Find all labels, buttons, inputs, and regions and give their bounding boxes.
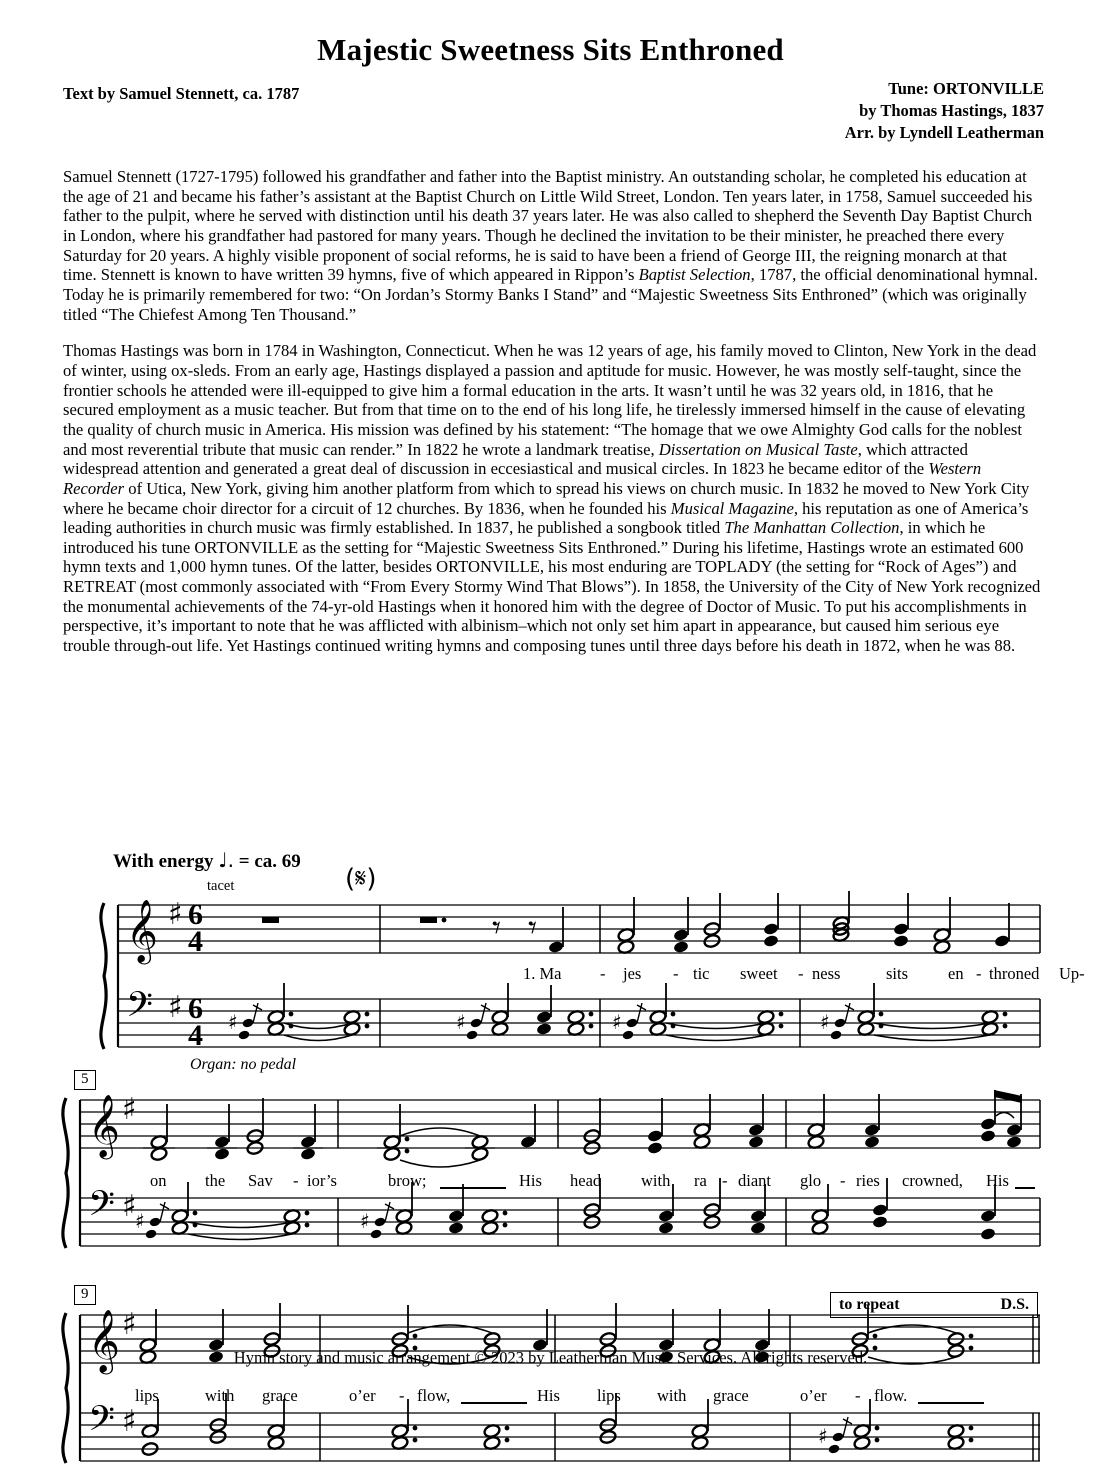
lyric-syllable: en bbox=[948, 964, 964, 983]
tune-credit-line-3: Arr. by Lyndell Leatherman bbox=[844, 123, 1044, 143]
bass-chord-quarter bbox=[980, 1184, 996, 1241]
p1-italic-baptist-selection: Baptist Selection bbox=[638, 265, 751, 285]
chord-half bbox=[693, 1094, 711, 1149]
p2-text-5: , in which he introduced his tune ORTONVILLE as the setting for “Majestic Sweetness Sits Enthroned.” During his lifetime, Hastings wrote an estimated 600 hymn texts and 1,000 hymn tunes. Of the latter, besides ORTONVILLE, his most enduring are TOPLADY (the setting for “Rock of Ages”) and RETREAT (most commonly associated with “From Every Stormy Wind That Blows”). In 1858, the University of the City of New York recognized the monumental achievements of the 74-yr-old Hastings when it honored him with the degree of Doctor of Music. To put his accomplishments in perspective, it’s important to note that he was afflicted with albinism–which not only set him apart in appearance, but caused him serious eye trouble through-out life. Yet Hastings continued writing hymns and composing tunes until three days before his death in 1872, when he was 88. bbox=[63, 518, 1041, 656]
lyric-syllable: throned bbox=[989, 964, 1040, 983]
lyric-syllable: Up- bbox=[1059, 964, 1085, 983]
story-paragraph-2 bbox=[63, 341, 1044, 656]
lyric-syllable: ries bbox=[856, 1171, 880, 1190]
time-signature-top-bass: 6 bbox=[188, 992, 203, 1025]
tempo-value: = ca. 69 bbox=[238, 851, 301, 872]
time-signature-bottom-bass: 4 bbox=[188, 1019, 203, 1052]
svg-text:♯: ♯ bbox=[135, 1209, 145, 1233]
lyric-syllable: His bbox=[537, 1386, 560, 1405]
measure-number-5: 5 bbox=[74, 1070, 96, 1090]
chord-half bbox=[807, 1094, 825, 1149]
key-signature-sharp-bass: ♯ bbox=[122, 1404, 137, 1439]
tie bbox=[874, 1023, 990, 1029]
quarter-rest: 𝄾 bbox=[528, 908, 538, 948]
bass-chord-half bbox=[491, 983, 509, 1036]
lyric-syllable: crowned, bbox=[902, 1171, 963, 1190]
bass-clef-icon: 𝄢 bbox=[88, 1183, 116, 1232]
lyric-extender bbox=[461, 1402, 527, 1404]
chord-half bbox=[246, 1098, 264, 1155]
p2-text-4: , his reputation as one of America’s leading authorities in church music was firmly established. In 1837, he published a songbook titled bbox=[63, 498, 1029, 538]
chord-quarter bbox=[647, 1098, 663, 1155]
tempo-marking bbox=[113, 848, 301, 873]
chord-half bbox=[933, 897, 951, 954]
p2-italic-western-recorder: Western Recorder bbox=[63, 459, 982, 498]
tacet-marking: tacet bbox=[207, 878, 235, 894]
key-signature-sharp-bass: ♯ bbox=[168, 990, 183, 1025]
segno-icon: (𝄋) bbox=[345, 864, 377, 894]
svg-text:♯: ♯ bbox=[360, 1209, 370, 1233]
lyric-syllable: brow; bbox=[388, 1171, 427, 1190]
tie bbox=[868, 1325, 956, 1333]
chord-half bbox=[143, 1104, 175, 1161]
key-signature-sharp: ♯ bbox=[168, 897, 183, 932]
svg-text:♯: ♯ bbox=[612, 1010, 622, 1034]
key-signature-sharp: ♯ bbox=[122, 1092, 137, 1127]
lyric-syllable: - bbox=[855, 1386, 861, 1405]
note-quarter bbox=[548, 907, 564, 954]
story-paragraph-1 bbox=[63, 167, 1044, 324]
lyric-syllable: - bbox=[798, 964, 804, 983]
chord-half bbox=[617, 897, 635, 954]
ds-label: D.S. bbox=[1000, 1296, 1029, 1313]
footer-copyright: Hymn story and music arrangement © 2023 by Leatherman Music Services. All rights reserved. bbox=[233, 1348, 868, 1367]
note-quarter bbox=[994, 903, 1010, 948]
lyric-syllable: sweet bbox=[740, 964, 778, 983]
lyric-syllable: head bbox=[570, 1171, 602, 1190]
svg-text:♯: ♯ bbox=[818, 1424, 828, 1448]
lyric-syllable: grace bbox=[262, 1386, 298, 1405]
lyric-syllable: o’er bbox=[349, 1386, 376, 1405]
tie bbox=[400, 1128, 480, 1136]
beamed-eighth-notes bbox=[980, 1090, 1022, 1149]
tempo-text: With energy bbox=[113, 851, 214, 872]
chord-half bbox=[465, 1135, 495, 1162]
tie bbox=[666, 1035, 766, 1041]
bass-chord-dotted-half bbox=[857, 983, 883, 1036]
text-credit: Text by Samuel Stennett, ca. 1787 bbox=[63, 84, 300, 103]
chord-half bbox=[703, 893, 721, 948]
lyric-syllable: - bbox=[840, 1171, 846, 1190]
p2-text-3: of Utica, New York, giving him another platform from which to spread his views on church music. In 1832 he moved to New York City where he became choir director for a circuit of 12 churches. By 1836, when he founded his bbox=[63, 478, 1030, 518]
chord-half bbox=[583, 1098, 601, 1155]
lyric-syllable: ior’s bbox=[307, 1171, 337, 1190]
key-signature-sharp-bass: ♯ bbox=[122, 1189, 137, 1224]
lyric-syllable: the bbox=[205, 1171, 226, 1190]
lyric-syllable: jes bbox=[623, 964, 642, 983]
svg-text:♯: ♯ bbox=[228, 1010, 238, 1034]
tie bbox=[188, 1222, 292, 1228]
lyric-syllable: flow. bbox=[874, 1386, 908, 1405]
lyric-syllable: diant bbox=[738, 1171, 771, 1190]
hymn-story bbox=[63, 167, 1044, 673]
tie bbox=[188, 1234, 292, 1240]
lyric-syllable: grace bbox=[713, 1386, 749, 1405]
tie bbox=[874, 1035, 990, 1041]
chord-quarter bbox=[893, 893, 909, 948]
p2-text-1: Thomas Hastings was born in 1784 in Washington, Connecticut. When he was 12 years of age, his family moved to Clinton, New York in the dead of winter, using ox-sleds. From an early age, Hastings displayed a passion and aptitude for music. However, he was mostly self-taught, since the frontier schools he attended were ill-equipped to give him a formal education in the arts. It wasn’t until he was 32 years old, in 1816, that he secured employment as a music teacher. But from that time on to the end of his long life, he tirelessly immersed himself in the cause of elevating the quality of church music in America. His mission was defined by his statement: “The homage that we owe Almighty God calls for the noblest and most reverential tribute that music can render.” In 1822 he wrote a landmark treatise, bbox=[63, 341, 1037, 459]
bass-chord-dotted-half bbox=[267, 983, 293, 1036]
tune-credit bbox=[845, 78, 1044, 144]
tie bbox=[284, 1035, 352, 1041]
lyric-syllable: with bbox=[657, 1386, 687, 1405]
p2-text-2: , which attracted widespread attention and generated a great deal of discussion in eccesiastical and musical circles. In 1823 he became editor of the bbox=[63, 439, 968, 479]
lyric-syllable: glo bbox=[800, 1171, 822, 1190]
lyric-syllable: ness bbox=[812, 964, 841, 983]
bass-chord-half bbox=[141, 1399, 159, 1456]
lyric-extender bbox=[1015, 1187, 1035, 1189]
svg-text:♯: ♯ bbox=[820, 1010, 830, 1034]
p2-italic-dissertation: Dissertation on Musical Taste bbox=[658, 439, 858, 459]
lyric-syllable: sits bbox=[886, 964, 909, 983]
organ-direction: Organ: no pedal bbox=[190, 1056, 297, 1073]
p2-italic-musical-magazine: Musical Magazine bbox=[670, 498, 794, 518]
lyric-syllable: lips bbox=[597, 1386, 621, 1405]
chord-quarter bbox=[748, 1094, 764, 1149]
system-brace bbox=[63, 1313, 68, 1463]
chord-dotted-half bbox=[377, 1104, 409, 1161]
p1-text-2: , 1787, the official denominational hymnal. Today he is primarily remembered for two: “On Jordan’s Stormy Banks I Stand” and “Majestic Sweetness Sits Enthroned” (which was originally titled “The Chiefest Among Ten Thousand.” bbox=[63, 265, 1038, 324]
quarter-rest: 𝄾 bbox=[492, 908, 502, 948]
chord-quarter bbox=[864, 1094, 880, 1149]
bass-chord-dotted-half bbox=[649, 983, 675, 1036]
page-title: Majestic Sweetness Sits Enthroned bbox=[317, 32, 784, 67]
lyric-syllable: - bbox=[722, 1171, 728, 1190]
dotted-whole-rest bbox=[420, 917, 437, 923]
lyric-syllable: His bbox=[986, 1171, 1009, 1190]
lyric-syllable: on bbox=[150, 1171, 167, 1190]
lyric-syllable: 1. Ma bbox=[523, 964, 562, 983]
time-signature-bottom: 4 bbox=[188, 925, 203, 958]
lyric-syllable: lips bbox=[135, 1386, 159, 1405]
lyric-extender bbox=[918, 1402, 984, 1404]
time-signature-top: 6 bbox=[188, 898, 203, 931]
measure-number-9: 9 bbox=[74, 1285, 96, 1305]
lyric-syllable: o’er bbox=[800, 1386, 827, 1405]
lyric-syllable: - bbox=[976, 964, 982, 983]
treble-clef-icon: 𝄞 bbox=[88, 1094, 120, 1157]
treble-clef-icon: 𝄞 bbox=[88, 1309, 120, 1372]
tune-credit-line-2: by Thomas Hastings, 1837 bbox=[859, 101, 1044, 121]
p1-text-1: Samuel Stennett (1727-1795) followed his grandfather and father into the Baptist ministry. An outstanding scholar, he completed his education at the age of 21 and became his father’s assistant at the Baptist Church on Little Wild Street, London. Ten years later, in 1758, Samuel succeeded his father to the pulpit, where he served with distinction until his death 37 years later. He was also called to shepherd the Seventh Day Baptist Church in London, where his grandfather had pastored for many years. Though he declined the invitation to be their minister, he preached there every Saturday for 20 years. A highly visible proponent of social reforms, he is said to have been a friend of George III, the reigning monarch at that time. Stennett is known to have written 39 hymns, five of which appeared in Rippon’s bbox=[63, 167, 1033, 285]
credits-block bbox=[0, 79, 1101, 146]
tie bbox=[408, 1325, 492, 1333]
tie bbox=[400, 1160, 480, 1167]
lyric-syllable: Sav bbox=[248, 1171, 273, 1190]
bass-clef-icon: 𝄢 bbox=[126, 984, 154, 1033]
svg-text:♯: ♯ bbox=[456, 1010, 466, 1034]
lyric-syllable: ra bbox=[694, 1171, 707, 1190]
bass-chord-dotted-half bbox=[171, 1182, 197, 1235]
bass-clef-icon: 𝄢 bbox=[88, 1398, 116, 1447]
lyric-syllable: - bbox=[673, 964, 679, 983]
tune-credit-line-1: Tune: ORTONVILLE bbox=[888, 79, 1044, 98]
system-brace bbox=[101, 903, 106, 1049]
lyric-syllable: tic bbox=[693, 964, 710, 983]
tie bbox=[666, 1023, 766, 1029]
tempo-note-glyph: ♩. bbox=[218, 848, 234, 872]
treble-clef-icon: 𝄞 bbox=[126, 899, 158, 962]
lyric-syllable: flow, bbox=[417, 1386, 451, 1405]
lyric-syllable: His bbox=[519, 1171, 542, 1190]
to-repeat-label: to repeat bbox=[839, 1296, 900, 1313]
lyric-syllable: with bbox=[205, 1386, 235, 1405]
p2-italic-manhattan-collection: The Manhattan Collection bbox=[724, 518, 900, 538]
tie bbox=[284, 1023, 352, 1029]
lyric-syllable: - bbox=[399, 1386, 405, 1405]
lyric-syllable: - bbox=[600, 964, 606, 983]
lyric-syllable: with bbox=[641, 1171, 671, 1190]
lyric-extender bbox=[440, 1187, 506, 1189]
system-brace bbox=[63, 1098, 68, 1248]
lyric-syllable: - bbox=[293, 1171, 299, 1190]
key-signature-sharp: ♯ bbox=[122, 1307, 137, 1342]
chord-quarter bbox=[763, 893, 779, 948]
whole-rest bbox=[262, 917, 279, 923]
note-quarter bbox=[520, 1104, 536, 1149]
